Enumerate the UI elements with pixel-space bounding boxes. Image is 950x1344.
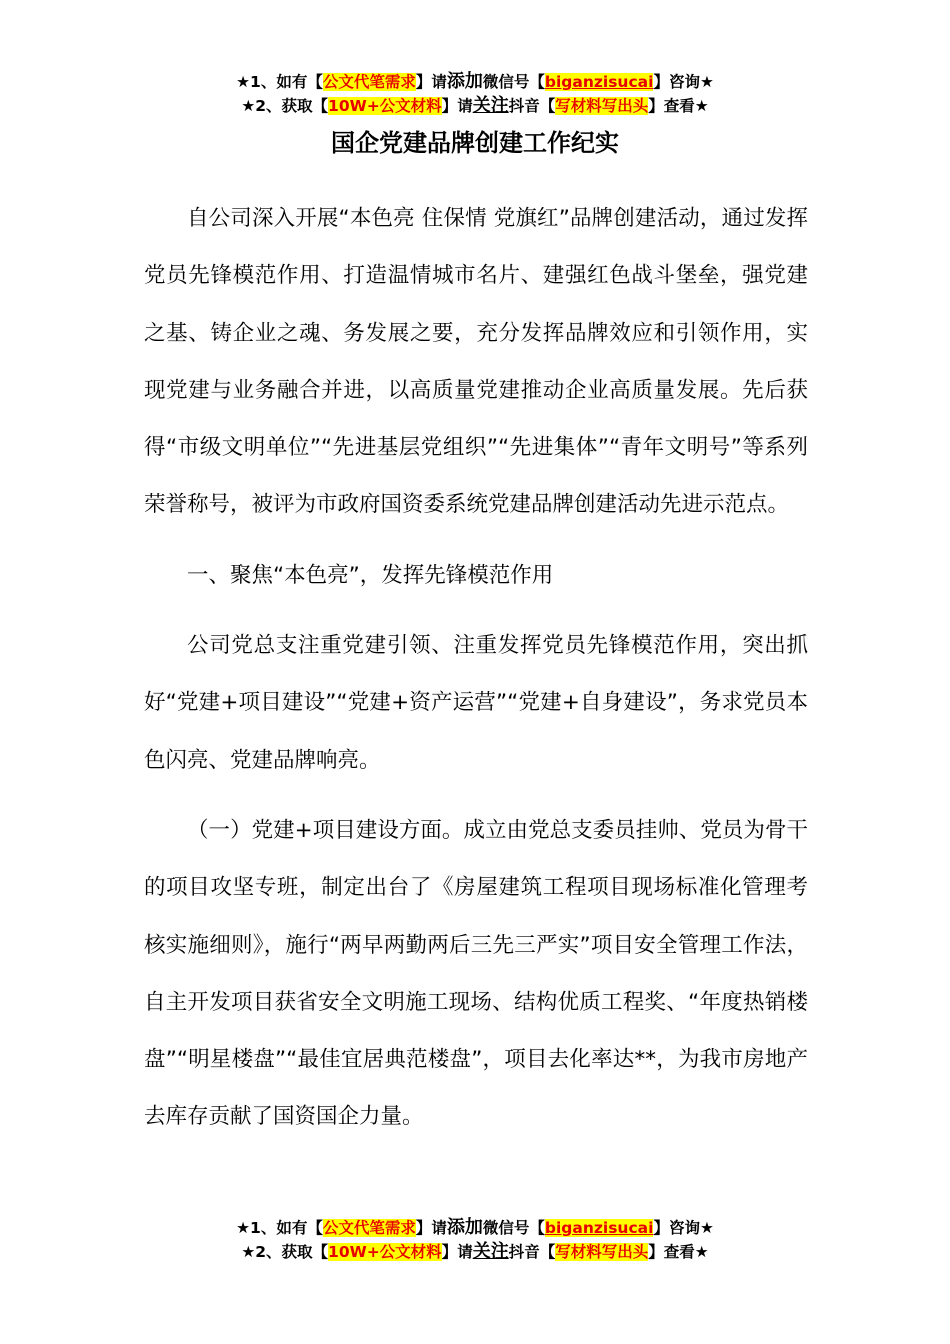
wechat-id: biganzisucai <box>544 1219 654 1237</box>
promo-line-2: ★2、获取【10W+公文材料】请关注抖音【写材料写出头】查看★ <box>241 95 709 116</box>
promo-banner-top <box>0 70 950 118</box>
promo-banner-bottom <box>0 1216 950 1264</box>
promo-line-1: ★1、如有【公文代笔需求】请添加微信号【biganzisucai】咨询★ <box>236 1217 714 1238</box>
douyin-account: 写材料写出头 <box>555 97 649 115</box>
document-body <box>144 190 808 1146</box>
promo-line-2: ★2、获取【10W+公文材料】请关注抖音【写材料写出头】查看★ <box>241 1241 709 1262</box>
paragraph: 自公司深入开展“本色亮 住保情 党旗红”品牌创建活动，通过发挥党员先锋模范作用、打造温情城市名片、建强红色战斗堡垒，强党建之基、铸企业之魂、务发展之要，充分发挥品牌效应和引领作用，实现党建与业务融合并进，以高质量党建推动企业高质量发展。先后获得“市级文明单位”“先进基层党组织”“先进集体”“青年文明号”等系列荣誉称号，被评为市政府国资委系统党建品牌创建活动先进示范点。 <box>144 206 808 518</box>
promo-highlight: 公文代笔需求 <box>322 1219 416 1237</box>
paragraph: （一）党建+项目建设方面。成立由党总支委员挂帅、党员为骨干的项目攻坚专班，制定出台了《房屋建筑工程项目现场标准化管理考核实施细则》，施行“两早两勤两后三先三严实”项目安全管理工作法，自主开发项目获省安全文明施工现场、结构优质工程奖、“年度热销楼盘”“明星楼盘”“最佳宜居典范楼盘”，项目去化率达**，为我市房地产去库存贡献了国资国企力量。 <box>144 817 808 1130</box>
document-title: 国企党建品牌创建工作纪实 <box>331 129 619 157</box>
promo-highlight: 公文代笔需求 <box>322 73 416 91</box>
promo-highlight: 10W+公文材料 <box>328 97 442 115</box>
promo-highlight: 10W+公文材料 <box>328 1243 442 1261</box>
wechat-id: biganzisucai <box>544 73 654 91</box>
douyin-account: 写材料写出头 <box>555 1243 649 1261</box>
promo-line-1: ★1、如有【公文代笔需求】请添加微信号【biganzisucai】咨询★ <box>236 71 714 92</box>
paragraph: 公司党总支注重党建引领、注重发挥党员先锋模范作用，突出抓好“党建+项目建设”“党建+资产运营”“党建+自身建设”，务求党员本色闪亮、党建品牌响亮。 <box>144 633 808 773</box>
section-heading: 一、聚焦“本色亮”，发挥先锋模范作用 <box>187 562 554 588</box>
